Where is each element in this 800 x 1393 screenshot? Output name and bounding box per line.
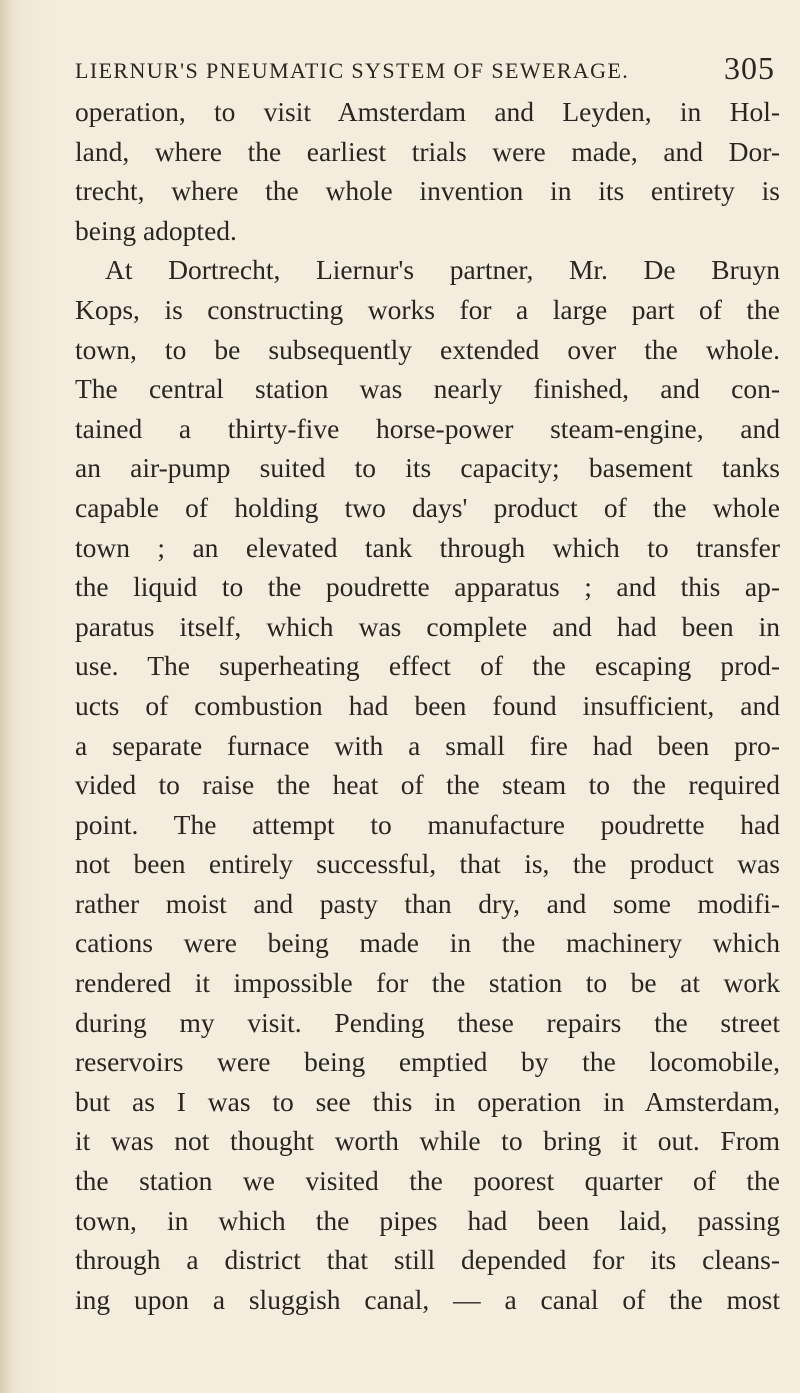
text-line: point. The attempt to manufacture poudrette had	[75, 808, 780, 840]
text-line: a separate furnace with a small fire had been pro-	[75, 729, 780, 761]
text-line: the station we visited the poorest quarter of the	[75, 1165, 780, 1197]
text-line: rather moist and pasty than dry, and some modifi-	[75, 887, 780, 919]
text-line: vided to raise the heat of the steam to the required	[75, 769, 780, 801]
text-line: reservoirs were being emptied by the locomobile,	[75, 1046, 780, 1078]
text-line: not been entirely successful, that is, the product was	[75, 848, 780, 880]
text-line: through a district that still depended for its cleans-	[75, 1244, 780, 1276]
text-line: ing upon a sluggish canal, — a canal of the most	[75, 1283, 780, 1315]
text-line: cations were being made in the machinery which	[75, 927, 780, 959]
text-line: town, in which the pipes had been laid, passing	[75, 1204, 780, 1236]
text-line: town ; an elevated tank through which to transfer	[75, 531, 780, 563]
text-line: an air-pump suited to its capacity; basement tanks	[75, 452, 780, 484]
running-title: LIERNUR'S PNEUMATIC SYSTEM OF SEWERAGE.	[75, 58, 630, 83]
text-line: At Dortrecht, Liernur's partner, Mr. De Bruyn	[105, 254, 780, 286]
text-line: it was not thought worth while to bring it out. From	[75, 1125, 780, 1157]
body-text	[75, 92, 780, 1319]
text-line: capable of holding two days' product of the whole	[75, 491, 780, 523]
text-line: but as I was to see this in operation in Amsterdam,	[75, 1085, 780, 1117]
text-line: use. The superheating effect of the escaping prod-	[75, 650, 780, 682]
text-line: ucts of combustion had been found insufficient, and	[75, 689, 780, 721]
gutter-shadow	[0, 0, 12, 1393]
text-line: trecht, where the whole invention in its entirety is	[75, 175, 780, 207]
running-head	[75, 48, 775, 88]
text-line: being adopted.	[75, 214, 237, 246]
text-line: town, to be subsequently extended over the whole.	[75, 333, 780, 365]
text-line: The central station was nearly finished, and con-	[75, 373, 780, 405]
text-line: rendered it impossible for the station to be at work	[75, 967, 780, 999]
text-line: land, where the earliest trials were made, and Dor-	[75, 135, 780, 167]
text-line: the liquid to the poudrette apparatus ; and this ap-	[75, 571, 780, 603]
text-line: tained a thirty-five horse-power steam-engine, and	[75, 412, 780, 444]
page-number: 305	[724, 50, 775, 86]
text-line: during my visit. Pending these repairs the street	[75, 1006, 780, 1038]
text-line: operation, to visit Amsterdam and Leyden, in Hol-	[75, 96, 780, 127]
text-line: paratus itself, which was complete and had been in	[75, 610, 780, 642]
text-line: Kops, is constructing works for a large part of the	[75, 293, 780, 325]
